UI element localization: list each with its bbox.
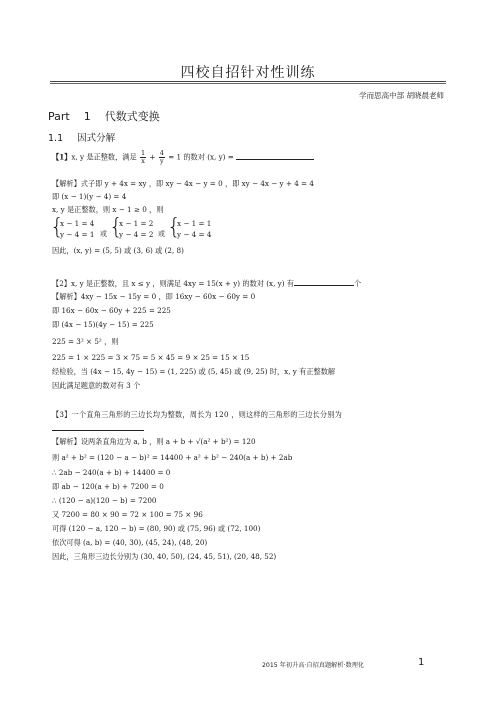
part-label: Part: [48, 110, 70, 123]
solution-line: 又 7200 = 80 × 90 = 72 × 100 = 75 × 96: [52, 510, 203, 519]
title-rule-thin: [50, 83, 446, 84]
system-1: x − 1 = 4 y − 4 = 1: [60, 219, 95, 239]
answer-blank: [52, 423, 144, 431]
problem-2-question: 【2】x, y 是正整数，且 x ≤ y ，则满足 4xy = 15(x + y) 的数对 (x, y) 有 个: [52, 279, 362, 288]
problem-1-question: [52, 150, 314, 165]
solution-line: x, y 是正整数，则 x − 1 ≥ 0 ，则: [52, 205, 164, 214]
fraction-1-over-x: $\frac{1}{x}$: [140, 149, 146, 165]
page-number: 1: [418, 657, 425, 668]
fraction-4-over-y: $\frac{4}{y}$: [159, 149, 164, 165]
solution-line: 即 (4x − 15)(4y − 15) = 225: [52, 320, 154, 329]
solution-line: 即 (x − 1)(y − 4) = 4: [52, 192, 127, 201]
solution-line: 可得 (120 − a, 120 − b) = (80, 90) 或 (75, 96) 或 (72, 100): [52, 524, 261, 533]
problem-1-tag: 【1】: [52, 152, 72, 162]
problem-1-pre: x, y 是正整数，满足: [71, 152, 137, 162]
solution-line: 即 ab − 120(a + b) + 7200 = 0: [52, 482, 164, 491]
solution-line: 则 a² + b² = (120 − a − b)² = 14400 + a² + b² − 240(a + b) + 2ab: [52, 453, 293, 462]
document-title: 四校自招针对性训练: [180, 65, 316, 81]
part-name: 代数式变换: [104, 110, 160, 123]
author-line: 学而思高中部 胡晓晨老师: [359, 91, 444, 100]
footer-text: 2015 年初升高·自招真题解析·数理化: [262, 662, 365, 669]
solution-line: 225 = 3² × 5² ，则: [52, 337, 119, 346]
title-rule-thick: [50, 81, 446, 82]
system-2: x − 1 = 2 y − 4 = 2: [119, 219, 154, 239]
solution-line: 即 16x − 60x − 60y + 225 = 225: [52, 306, 171, 315]
solution-line: 【解析】设两条直角边为 a, b ，则 a + b + √(a² + b²) = 120: [52, 437, 256, 446]
solution-line: ∴ (120 − a)(120 − b) = 7200: [52, 496, 157, 505]
or-word: 或: [100, 230, 107, 238]
answer-blank: [294, 278, 354, 286]
section-number: 1.1: [48, 133, 64, 144]
part-heading: [48, 108, 174, 124]
left-brace: {: [50, 215, 64, 240]
plus-sign: +: [149, 152, 156, 162]
solution-line: ∴ 2ab − 240(a + b) + 14400 = 0: [52, 468, 171, 477]
solution-line: 经检验，当 (4x − 15, 4y − 15) = (1, 225) 或 (5, 45) 或 (9, 25) 时，x, y 有正整数解: [52, 367, 336, 376]
problem-1-answer: 因此，(x, y) = (5, 5) 或 (3, 6) 或 (2, 8): [52, 246, 184, 255]
solution-line: 225 = 1 × 225 = 3 × 75 = 5 × 45 = 9 × 25 = 15 × 15: [52, 353, 250, 362]
left-brace: {: [109, 215, 123, 240]
solution-line: 依次可得 (a, b) = (40, 30), (45, 24), (48, 20): [52, 538, 208, 547]
solution-line: 【解析】式子即 y + 4x = xy ，即 xy − 4x − y = 0 ，即 xy − 4x − y + 4 = 4: [52, 179, 314, 188]
answer-blank: [236, 152, 314, 160]
or-word: 或: [158, 230, 165, 238]
system-3: x − 1 = 1 y − 4 = 4: [177, 219, 212, 239]
solution-line: 因此满足题意的数对有 3 个: [52, 381, 141, 390]
problem-3-blank: [52, 423, 144, 433]
problem-1-post: = 1 的数对 (x, y) =: [168, 152, 234, 162]
part-number: 1: [83, 110, 91, 123]
section-heading: [48, 130, 129, 144]
left-brace: {: [167, 215, 181, 240]
problem-3-question: 【3】一个直角三角形的三边长均为整数，周长为 120 ，则这样的三角形的三边长分别为: [52, 410, 343, 419]
solution-line: 【解析】4xy − 15x − 15y = 0 ，即 16xy − 60x − 60y = 0: [52, 292, 256, 301]
section-name: 因式分解: [77, 133, 116, 144]
solution-line: 因此，三角形三边长分别为 (30, 40, 50), (24, 45, 51), (20, 48, 52): [52, 552, 277, 561]
